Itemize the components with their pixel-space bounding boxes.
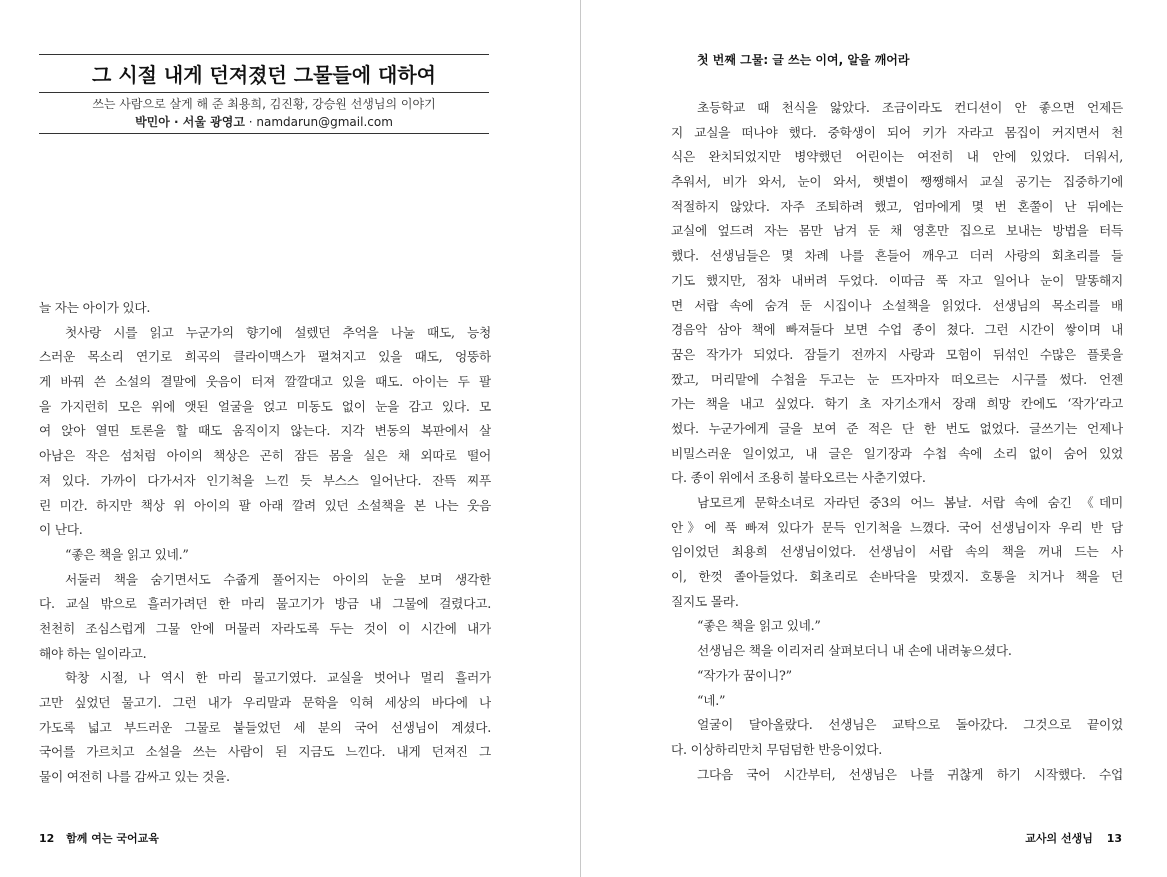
text-line: 했다. 선생님들은 몇 차례 나를 흔들어 깨우고 더러 사랑의 회초리를 들 [671, 248, 1123, 264]
text-line: “좋은 책을 읽고 있네.” [697, 618, 821, 634]
text-line: 꿈은 작가가 되었다. 잠들기 전까지 사랑과 모험이 뒤섞인 수많은 플롯을 [671, 346, 1123, 362]
page-number-right: 13 [1106, 832, 1122, 845]
text-line: 스러운 목소리 연기로 희곡의 클라이맥스가 펼쳐지고 있을 때도, 엉뚱하 [39, 349, 491, 365]
text-line: 식은 완치되었지만 병약했던 어린이는 여전히 내 안에 있었다. 더워서, [671, 149, 1123, 165]
header-rule-bottom [39, 133, 489, 134]
text-line: 해야 하는 일이라고. [39, 645, 147, 661]
header-rule-middle [39, 92, 489, 93]
text-line: 여 앉아 열띤 토론을 할 때도 움직이지 않는다. 지각 변동의 복판에서 살 [39, 423, 491, 439]
text-line: 남모르게 문학소녀로 자라던 중3의 어느 봄날. 서랍 속에 숨긴 《데미 [697, 495, 1123, 510]
right-footer [1025, 829, 1122, 849]
text-line: 천천히 조심스럽게 그물 안에 머물러 자라도록 두는 것이 이 시간에 내가 [39, 620, 491, 636]
author-line [39, 113, 489, 131]
text-line: 늘 자는 아이가 있다. [39, 300, 151, 315]
text-line: 물이 여전히 나를 감싸고 있는 것을. [39, 769, 230, 785]
text-line: 짰고, 머리맡에 수첩을 두고는 눈 뜨자마자 떠오르는 시구를 썼다. 언젠 [671, 371, 1123, 387]
text-line: 아남은 작은 섬처럼 아이의 책상은 곤히 잠든 몸을 실은 채 외따로 떨어 [39, 448, 491, 464]
running-title-left: 함께 여는 국어교육 [66, 832, 159, 845]
text-line: 교실에 엎드려 자는 몸만 남겨 둔 채 영혼만 집으로 보내는 방법을 터득 [671, 223, 1123, 239]
text-line: 게 바꿔 쓴 소설의 결말에 웃음이 터져 깔깔대고 있을 때도. 아이는 두 팔 [39, 374, 491, 390]
text-line: 그다음 국어 시간부터, 선생님은 나를 귀찮게 하기 시작했다. 수업 [697, 766, 1123, 782]
text-line: 안》에 푹 빠져 있다가 문득 인기척을 느꼈다. 국어 선생님이자 우리 반 담 [671, 519, 1123, 535]
text-line: 이, 한껏 졸아들었다. 회초리로 손바닥을 맞겠지. 호통을 치거나 책을 던 [671, 569, 1123, 585]
article-header [39, 54, 489, 134]
text-line: 얼굴이 달아올랐다. 선생님은 교탁으로 돌아갔다. 그것으로 끝이었 [697, 717, 1123, 733]
text-line: 임이었던 최용희 선생님이었다. 선생님이 서랍 속의 책을 꺼내 드는 사 [671, 544, 1123, 560]
text-line: 썼다. 누군가에게 글을 보여 준 적은 단 한 번도 없었다. 글쓰기는 언제나 [671, 420, 1123, 436]
article-subtitle: 쓰는 사람으로 살게 해 준 최용희, 김진황, 강승원 선생님의 이야기 [92, 97, 436, 111]
text-line: 져 있다. 가까이 다가서자 인기척을 느낀 듯 부스스 일어난다. 잔뜩 찌푸 [39, 472, 491, 488]
right-page [581, 0, 1167, 877]
left-footer [39, 829, 159, 849]
text-line: 기도 했지만, 점차 내버려 두었다. 이따금 푹 자고 일어나 눈이 말똥해지 [671, 272, 1123, 288]
text-line: 초등학교 때 천식을 앓았다. 조금이라도 컨디션이 안 좋으면 언제든 [697, 100, 1123, 115]
text-line: 을 가지런히 모은 위에 앳된 얼굴을 얹고 미동도 없이 눈을 감고 있다. 모 [39, 398, 491, 414]
text-line: 비밀스러운 일이었고, 내 글은 일기장과 수첩 속에 소리 없이 숨어 있었 [671, 445, 1123, 461]
text-line: 린 미간. 하지만 책상 위 아이의 팔 아래 깔려 있던 소설책을 본 나는 웃음 [39, 497, 491, 513]
right-body-text [671, 96, 1123, 787]
left-page [0, 0, 580, 877]
section-heading: 첫 번째 그물: 글 쓰는 이여, 알을 깨어라 [697, 53, 910, 67]
text-line: 경음악 삼아 책에 빠져들다 보면 수업 종이 쳤다. 그런 시간이 쌓이며 내 [671, 322, 1123, 338]
text-line: 가도록 넓고 부드러운 그물로 붙들었던 세 분의 국어 선생님이 계셨다. [39, 719, 491, 735]
text-line: 서둘러 책을 숨기면서도 수줍게 풀어지는 아이의 눈을 보며 생각한 [65, 571, 491, 587]
article-title: 그 시절 내게 던져졌던 그물들에 대하여 [92, 63, 436, 87]
text-line: 질지도 몰라. [671, 593, 739, 609]
page-number-left: 12 [39, 832, 55, 845]
text-line: “좋은 책을 읽고 있네.” [65, 546, 189, 562]
text-line: 다. 교실 밖으로 흘러가려던 한 마리 물고기가 방금 내 그물에 걸렸다고. [39, 596, 491, 612]
text-line: 국어를 가르치고 소설을 쓰는 사람이 된 지금도 느낀다. 내게 던져진 그 [39, 744, 491, 760]
text-line: 적절하지 않았다. 자주 조퇴하려 했고, 엄마에게 몇 번 혼쭐이 난 뒤에는 [671, 198, 1123, 214]
text-line: 다. 이상하리만치 무덤덤한 반응이었다. [671, 741, 883, 757]
left-body-text [39, 296, 491, 790]
text-line: 추워서, 비가 와서, 눈이 와서, 햇볕이 쨍쨍해서 교실 공기는 집중하기에 [671, 174, 1123, 190]
header-rule-top [39, 54, 489, 55]
text-line: 면 서랍 속에 숨겨 둔 시집이나 소설책을 읽었다. 선생님의 목소리를 배 [671, 297, 1123, 313]
text-line: 이 난다. [39, 522, 83, 538]
text-line: 다. 종이 위에서 조용히 불타오르는 사춘기였다. [671, 470, 926, 486]
text-line: 첫사랑 시를 읽고 누군가의 향기에 설렜던 추억을 나눌 때도, 능청 [65, 324, 491, 340]
text-line: 지 교실을 떠나야 했다. 중학생이 되어 키가 자라고 몸집이 커지면서 천 [671, 124, 1123, 140]
author-name: 박민아 · 서울 광영고 [135, 115, 245, 129]
text-line: 고만 싶었던 물고기. 그런 내가 우리말과 문학을 익혀 세상의 바다에 나 [39, 695, 491, 710]
text-line: 가는 책을 내고 싶었다. 학기 초 자기소개서 장래 희망 칸에도 ‘작가’라고 [671, 396, 1123, 412]
text-line: 선생님은 책을 이리저리 살펴보더니 내 손에 내려놓으셨다. [697, 643, 1012, 659]
text-line: “작가가 꿈이니?” [697, 667, 792, 683]
text-line: “네.” [697, 692, 726, 708]
author-email: · namdarun@gmail.com [244, 115, 393, 129]
text-line: 학창 시절, 나 역시 한 마리 물고기였다. 교실을 벗어나 멀리 흘러가 [65, 670, 491, 686]
running-title-right: 교사의 선생님 [1025, 832, 1093, 845]
